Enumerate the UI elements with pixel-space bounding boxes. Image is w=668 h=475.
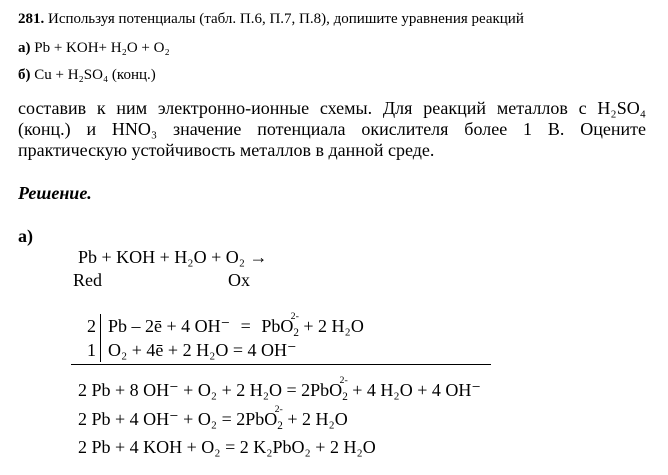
reaction-a bbox=[18, 40, 170, 57]
problem-text: Используя потенциалы (табл. П.6, П.7, П.8), допишите уравнения реакций bbox=[48, 11, 524, 27]
ionic1-ion-formula: PbO bbox=[310, 380, 343, 400]
ionic1-plumbite-ion bbox=[310, 374, 348, 403]
reaction-b-label: б) bbox=[18, 67, 31, 83]
part-a-label: а) bbox=[18, 226, 33, 246]
ionic2-ion-formula: PbO bbox=[245, 409, 278, 429]
half1-equals: = bbox=[240, 316, 251, 336]
half1-ion-formula: PbO bbox=[261, 316, 294, 336]
problem-number: 281. bbox=[18, 11, 45, 27]
ionic2-right: + 2 H₂O bbox=[287, 409, 348, 429]
ionic-equation-1 bbox=[78, 374, 481, 403]
ionic1-ion-charge: 2- bbox=[339, 374, 348, 386]
ionic-equation-2 bbox=[78, 403, 348, 432]
problem-statement bbox=[18, 11, 524, 28]
half-reaction-1 bbox=[108, 310, 364, 339]
main-reaction: Pb + KOH + H₂O + O₂ → bbox=[78, 247, 268, 267]
reaction-b bbox=[18, 67, 156, 84]
red-label: Red bbox=[73, 270, 102, 290]
half1-ion-charge: 2- bbox=[290, 310, 299, 322]
reaction-a-text: Pb + KOH+ H₂O + O₂ bbox=[34, 40, 170, 56]
half-reaction-2: O₂ + 4ē + 2 H₂O = 4 OH⁻ bbox=[108, 340, 297, 360]
half1-plumbite-ion bbox=[261, 310, 299, 339]
half2-coefficient: 1 bbox=[87, 340, 96, 360]
solution-heading bbox=[18, 183, 92, 204]
ionic2-ion-charge: 2- bbox=[274, 403, 283, 415]
instructions-paragraph: составив к ним электронно-ионные схемы. Для реакций металлов с H₂SO₄ (конц.) и HNO₃ значение потенциала окислителя более 1 В. Оцените практическую устойчивость металлов в данной среде. bbox=[18, 98, 646, 160]
reaction-a-label: а) bbox=[18, 40, 31, 56]
half1-left: Pb – 2ē + 4 OH⁻ bbox=[108, 316, 231, 336]
half1-coefficient: 2 bbox=[87, 316, 96, 336]
molecular-equation: 2 Pb + 4 KOH + O₂ = 2 K₂PbO₂ + 2 H₂O bbox=[78, 437, 376, 457]
half1-tail: + 2 H₂O bbox=[303, 316, 364, 336]
half-reaction-divider-horizontal bbox=[71, 364, 491, 365]
ionic2-ion-subscript: 2 bbox=[277, 419, 283, 432]
ionic2-left: 2 Pb + 4 OH⁻ + O₂ = 2 bbox=[78, 409, 246, 429]
ionic1-right: + 4 H₂O + 4 OH⁻ bbox=[352, 380, 481, 400]
ionic1-left: 2 Pb + 8 OH⁻ + O₂ + 2 H₂O = 2 bbox=[78, 380, 311, 400]
reaction-b-text: Cu + H₂SO₄ (конц.) bbox=[34, 67, 156, 83]
half-reaction-divider-vertical bbox=[100, 314, 101, 362]
ox-label: Ox bbox=[228, 270, 250, 290]
ionic2-plumbite-ion bbox=[245, 403, 283, 432]
ionic1-ion-subscript: 2 bbox=[342, 390, 348, 403]
half1-ion-subscript: 2 bbox=[293, 326, 299, 339]
solution-heading-text: Решение. bbox=[18, 183, 92, 203]
